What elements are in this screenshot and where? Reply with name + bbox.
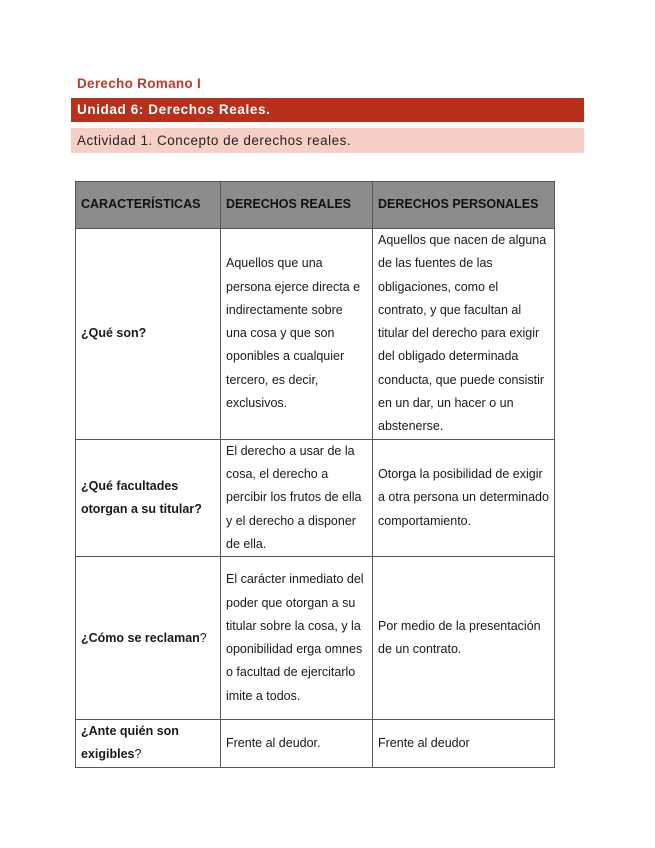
column-header-derechos-reales: DERECHOS REALES: [221, 182, 373, 229]
table-header-row: [76, 182, 555, 229]
row-question: ¿Ante quién son exigibles: [81, 724, 179, 762]
row-question: ¿Qué son?: [81, 326, 147, 341]
table-row: [76, 439, 555, 556]
column-header-derechos-personales: DERECHOS PERSONALES: [373, 182, 555, 229]
row-question: ¿Cómo se reclaman: [81, 630, 200, 645]
derechos-reales-cell: El carácter inmediato del poder que otorgan a su titular sobre la cosa, y la oponibilidad erga omnes o facultad de ejercitarlo imite a todos.: [221, 557, 373, 720]
derechos-reales-cell: Frente al deudor.: [221, 720, 373, 768]
derechos-personales-cell: Por medio de la presentación de un contrato.: [373, 557, 555, 720]
activity-title-bar: Actividad 1. Concepto de derechos reales.: [71, 128, 584, 153]
column-header-caracteristicas: CARACTERÍSTICAS: [76, 182, 221, 229]
row-question-suffix: ?: [199, 630, 207, 645]
derechos-personales-cell: Otorga la posibilidad de exigir a otra persona un determinado comportamiento.: [373, 439, 555, 556]
table-row: [76, 229, 555, 440]
table-row: [76, 720, 555, 768]
row-question-suffix: ?: [134, 747, 142, 762]
unit-title-bar: Unidad 6: Derechos Reales.: [71, 98, 584, 122]
derechos-personales-cell: Frente al deudor: [373, 720, 555, 768]
course-title: Derecho Romano I: [77, 76, 202, 91]
table-row: [76, 557, 555, 720]
row-question-cell: [76, 229, 221, 440]
row-question-cell: [76, 720, 221, 768]
row-question-cell: [76, 439, 221, 556]
row-question-cell: [76, 557, 221, 720]
derechos-reales-cell: El derecho a usar de la cosa, el derecho a percibir los frutos de ella y el derecho a disponer de ella.: [221, 439, 373, 556]
row-question: ¿Qué facultades otorgan a su titular?: [81, 478, 202, 516]
derechos-reales-cell: Aquellos que una persona ejerce directa e indirectamente sobre una cosa y que son oponibles a cualquier tercero, es decir, exclusivos.: [221, 229, 373, 440]
concepts-table: [75, 181, 555, 768]
derechos-personales-cell: Aquellos que nacen de alguna de las fuentes de las obligaciones, como el contrato, y que facultan al titular del derecho para exigir del obligado determinada conducta, que puede consistir en un dar, un hacer o un abstenerse.: [373, 229, 555, 440]
